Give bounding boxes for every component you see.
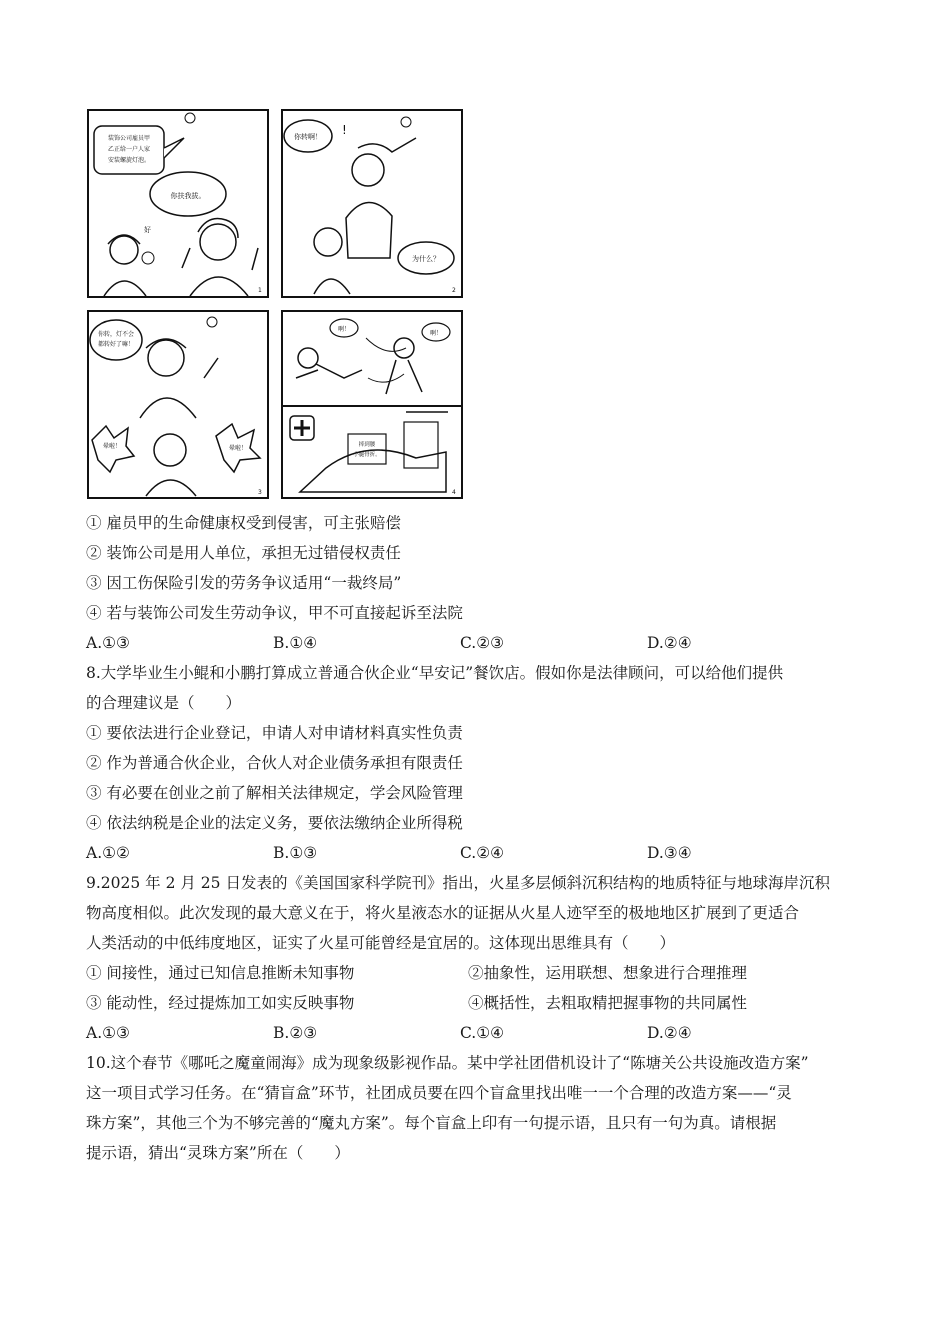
q10-line-3: 珠方案”，其他三个为不够完善的“魔丸方案”。每个盲盒上印有一句提示语，且只有一句为真。请根据 — [86, 1114, 777, 1132]
comic-panel-1 — [88, 110, 268, 297]
q9-choice-d[interactable]: D.②④ — [647, 1024, 692, 1042]
q9-stem-line-1: 9.2025 年 2 月 25 日发表的《美国国家科学院刊》指出，火星多层倾斜沉积结构的地质特征与地球海岸沉积 — [86, 874, 830, 892]
svg-text:都转好了嘛！: 都转好了嘛！ — [97, 341, 135, 348]
q7-choice-b[interactable]: B.①④ — [273, 634, 318, 652]
q8-stem-line-2: 的合理建议是（ ） — [86, 694, 242, 712]
q7-choice-c[interactable]: C.②③ — [460, 634, 505, 652]
svg-text:安装螺旋灯泡。: 安装螺旋灯泡。 — [107, 157, 151, 164]
svg-text:摔到腰: 摔到腰 — [358, 442, 376, 448]
q8-choice-c[interactable]: C.②④ — [460, 844, 505, 862]
q8-choice-d[interactable]: D.③④ — [647, 844, 692, 862]
q8-choice-a[interactable]: A.①② — [86, 844, 130, 862]
q8-option-3: ③ 有必要在创业之前了解相关法律规定，学会风险管理 — [86, 784, 463, 802]
svg-text:晕啦！: 晕啦！ — [102, 443, 122, 450]
svg-text:啊！: 啊！ — [429, 330, 443, 337]
svg-text:好: 好 — [144, 226, 151, 234]
q7-choices — [86, 628, 886, 658]
svg-text:啊！: 啊！ — [337, 326, 351, 333]
svg-text:2: 2 — [452, 287, 456, 294]
q7-option-2: ② 装饰公司是用人单位，承担无过错侵权责任 — [86, 544, 401, 562]
q9-choice-a[interactable]: A.①③ — [86, 1024, 130, 1042]
q9-choice-c[interactable]: C.①④ — [460, 1024, 505, 1042]
svg-text:3: 3 — [258, 489, 262, 496]
q7-choice-d[interactable]: D.②④ — [647, 634, 692, 652]
svg-text:你转啊！: 你转啊！ — [294, 133, 322, 141]
q7-choice-a[interactable]: A.①③ — [86, 634, 130, 652]
svg-text:晕啦！: 晕啦！ — [228, 445, 248, 452]
q9-option-3: ③ 能动性，经过提炼加工如实反映事物 — [86, 994, 355, 1012]
q9-options-row-2 — [86, 988, 886, 1018]
q9-stem-line-2: 物高度相似。此次发现的最大意义在于，将火星液态水的证据从火星人迹罕至的极地地区扩展到了更适合 — [86, 904, 800, 922]
q10-line-4: 提示语，猜出“灵珠方案”所在（ ） — [86, 1144, 350, 1162]
q10-line-1: 10.这个春节《哪吒之魔童闹海》成为现象级影视作品。某中学社团借机设计了“陈塘关公共设施改造方案” — [86, 1054, 809, 1072]
svg-text:!: ! — [342, 123, 347, 137]
q8-stem-line-1: 8.大学毕业生小鲲和小鹏打算成立普通合伙企业“早安记”餐饮店。假如你是法律顾问，可以给他们提供 — [86, 664, 784, 682]
comic-strip-image — [86, 108, 464, 500]
q8-choices — [86, 838, 886, 868]
q8-option-1: ① 要依法进行企业登记，申请人对申请材料真实性负责 — [86, 724, 463, 742]
q9-options-row-1 — [86, 958, 886, 988]
q10-line-2: 这一项目式学习任务。在“猜盲盒”环节，社团成员要在四个盲盒里找出唯一一个合理的改造方案——“灵 — [86, 1084, 792, 1102]
svg-text:4: 4 — [452, 489, 456, 496]
svg-text:小腿骨折。: 小腿骨折。 — [353, 452, 381, 458]
q9-option-1: ① 间接性，通过已知信息推断未知事物 — [86, 964, 355, 982]
svg-text:你扶我拔。: 你扶我拔。 — [170, 192, 206, 200]
svg-text:装饰公司雇员甲: 装饰公司雇员甲 — [107, 135, 151, 142]
comic-panel-4 — [282, 311, 462, 498]
q8-option-2: ② 作为普通合伙企业，合伙人对企业债务承担有限责任 — [86, 754, 463, 772]
comic-panel-2 — [282, 110, 462, 297]
svg-text:你转，灯不会: 你转，灯不会 — [97, 331, 135, 338]
svg-text:1: 1 — [258, 287, 262, 294]
q7-option-1: ① 雇员甲的生命健康权受到侵害，可主张赔偿 — [86, 514, 401, 532]
q8-choice-b[interactable]: B.①③ — [273, 844, 318, 862]
q9-option-2: ②抽象性，运用联想、想象进行合理推理 — [468, 964, 748, 982]
q9-choices — [86, 1018, 886, 1048]
q7-option-3: ③ 因工伤保险引发的劳务争议适用“一裁终局” — [86, 574, 402, 592]
question-text-area — [86, 508, 886, 1168]
q8-option-4: ④ 依法纳税是企业的法定义务，要依法缴纳企业所得税 — [86, 814, 463, 832]
comic-panel-3 — [88, 311, 268, 498]
svg-text:为什么？: 为什么？ — [412, 255, 440, 263]
q9-choice-b[interactable]: B.②③ — [273, 1024, 318, 1042]
q7-option-4: ④ 若与装饰公司发生劳动争议，甲不可直接起诉至法院 — [86, 604, 463, 622]
q9-option-4: ④概括性，去粗取精把握事物的共同属性 — [468, 994, 748, 1012]
q9-stem-line-3: 人类活动的中低纬度地区，证实了火星可能曾经是宜居的。这体现出思维具有（ ） — [86, 934, 676, 952]
svg-text:乙正给一户人家: 乙正给一户人家 — [107, 146, 151, 153]
